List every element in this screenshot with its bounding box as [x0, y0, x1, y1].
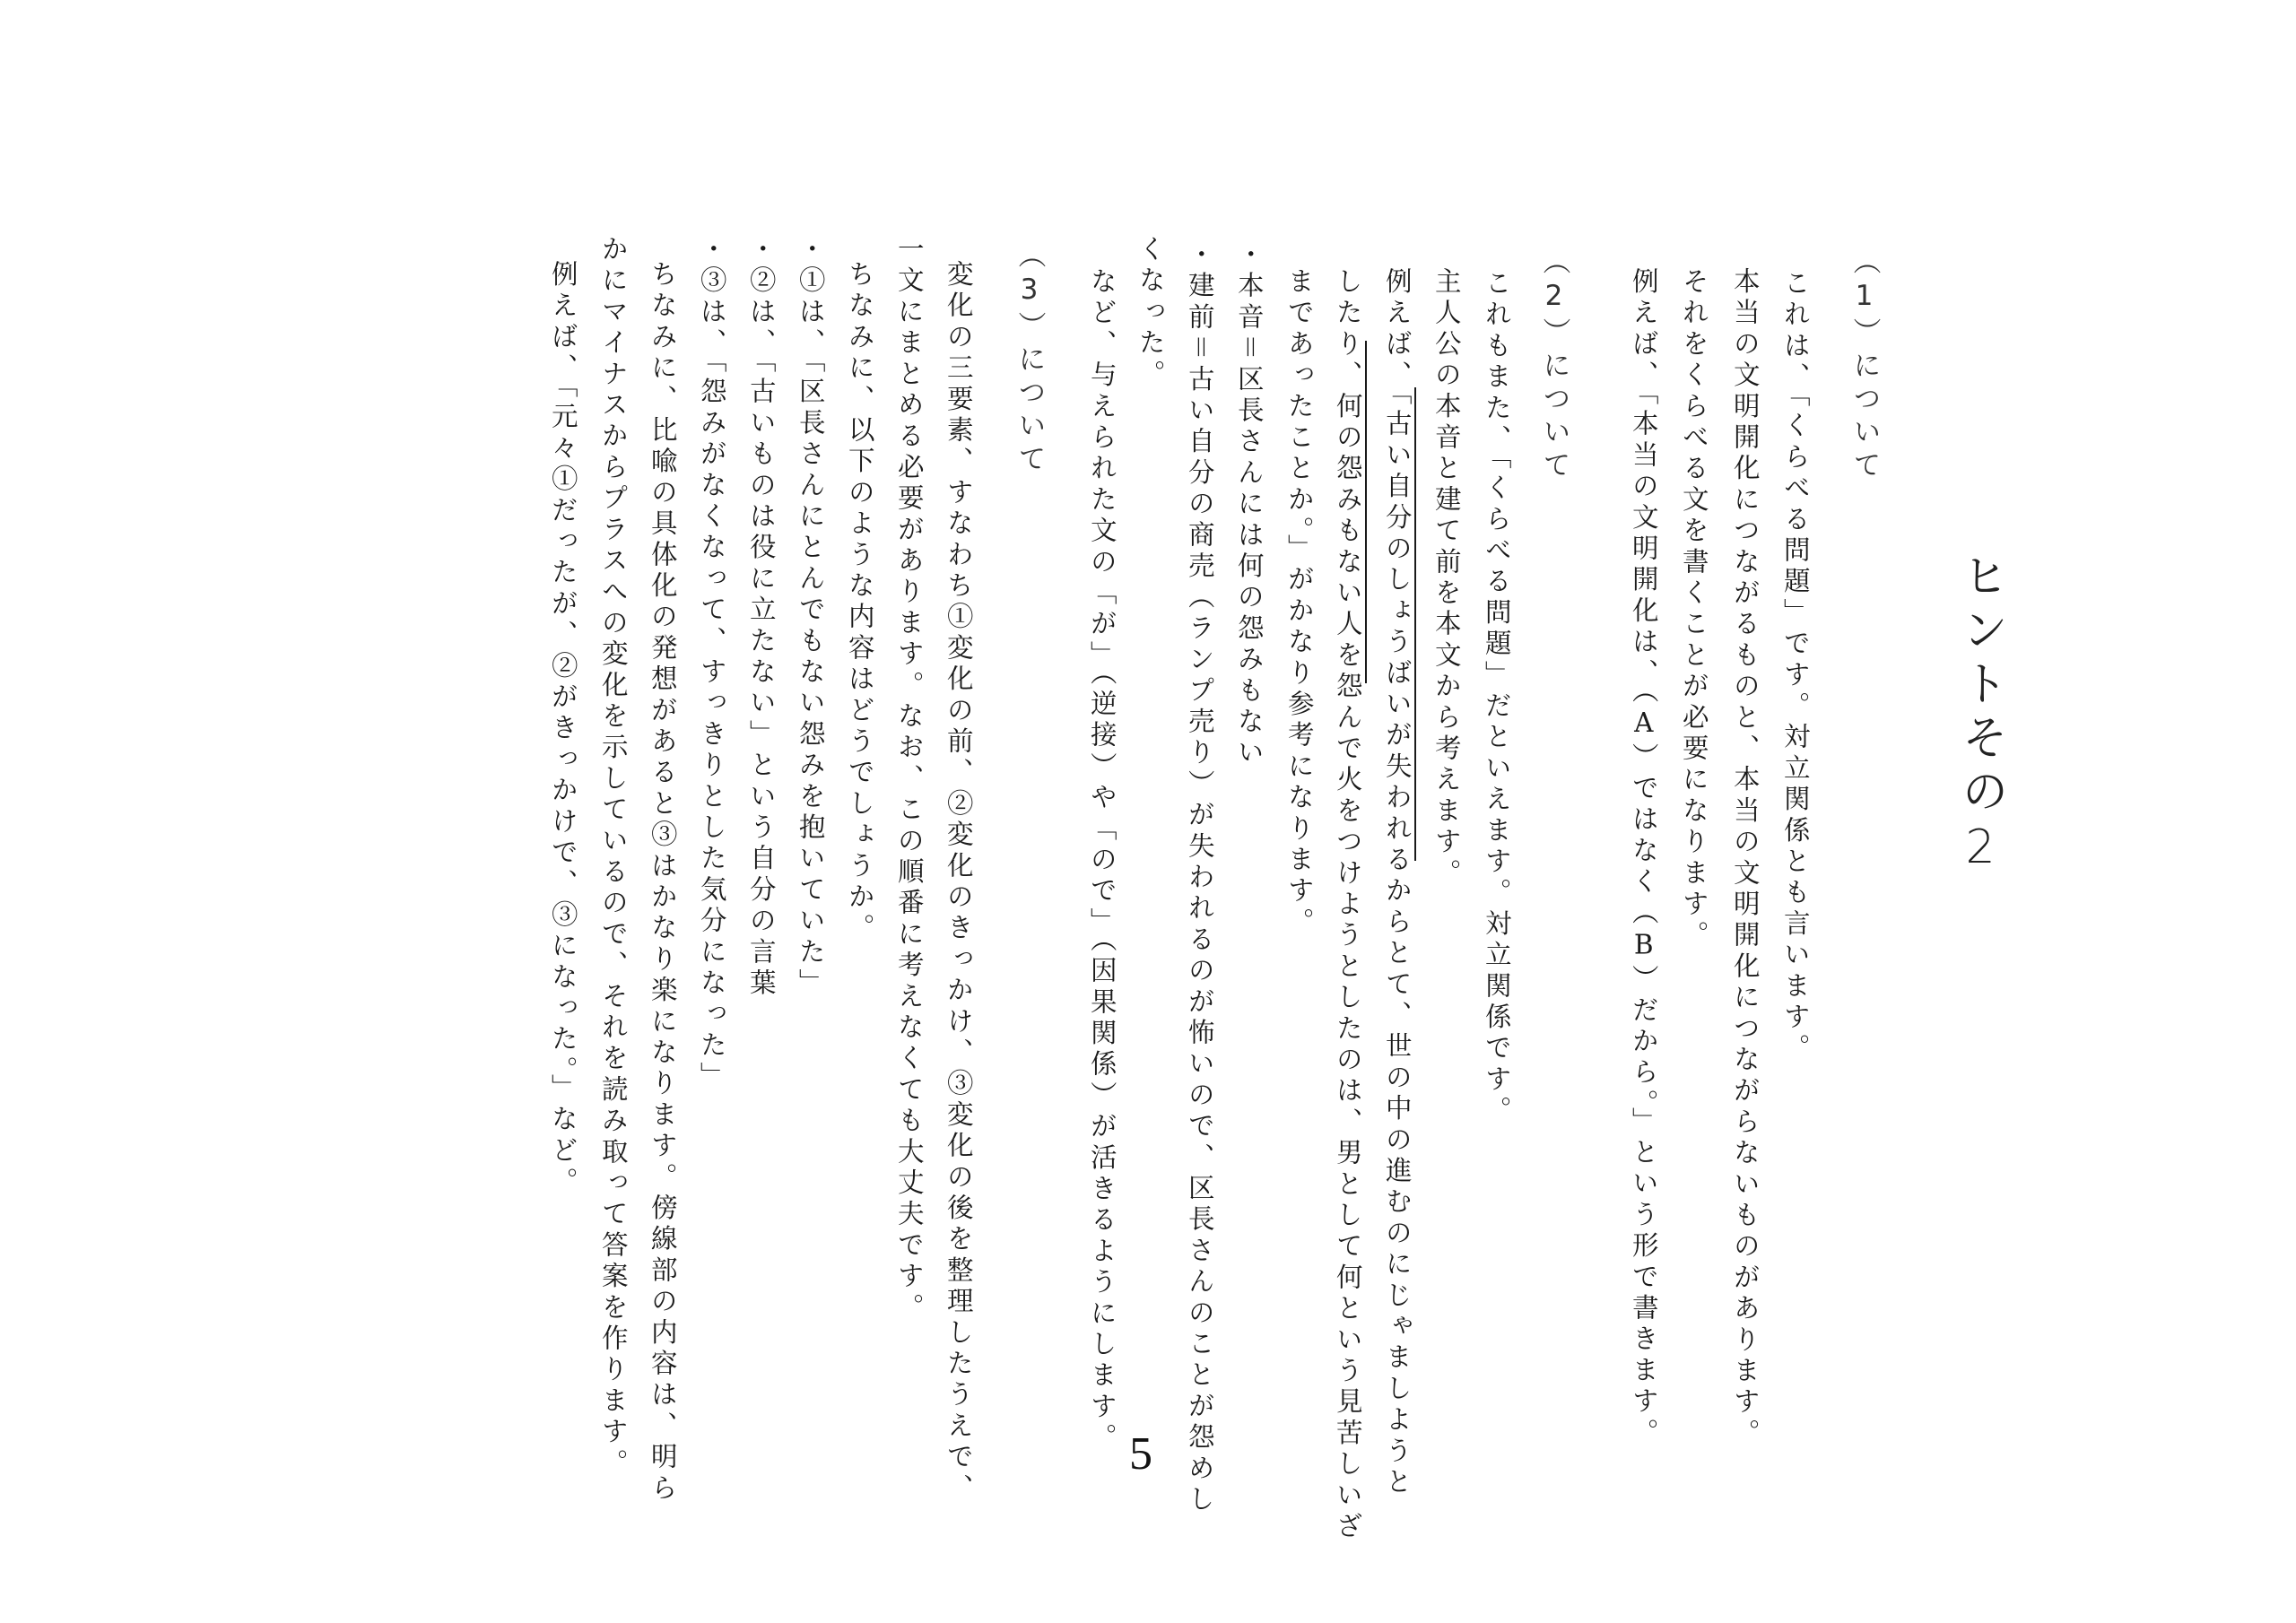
section-2-line: など、与えられた文の「が」（逆接）や「ので」（因果関係）が活きるようにします。	[1086, 267, 1118, 1454]
section-2-line: 主人公の本音と建て前を本文から考えます。	[1431, 267, 1462, 890]
sideline-quote-part-2	[1365, 341, 1367, 683]
section-1-line: これは、「くらべる問題」です。対立関係とも言います。	[1779, 269, 1811, 1065]
page-number: 5	[1129, 1428, 1152, 1480]
section-2-line: くなった。	[1135, 235, 1166, 391]
section-2-line: ・本音＝区長さんには何の怨みもない	[1233, 240, 1265, 769]
section-3-line: ・①は、「区長さんにとんでもない怨みを抱いていた」	[795, 235, 826, 1000]
section-1-line: 本当の文明開化につながるものと、本当の文明開化につながらないものがあります。	[1729, 267, 1761, 1450]
section-3-line: 変化の三要素、すなわち①変化の前、②変化のきっかけ、③変化の後を整理したうえで、	[943, 260, 974, 1505]
section-2-heading: （2）について	[1537, 247, 1570, 483]
page-title: ヒントその2	[1953, 551, 2007, 881]
section-3-line: かにマイナスからプラスへの変化を示しているので、それを読み取って答案を作ります。	[597, 235, 629, 1480]
section-2-line: ・建前＝古い自分の商売（ランプ売り）が失われるのが怖いので、区長さんのことが怨めし	[1184, 240, 1215, 1516]
section-3-line: ・③は、「怨みがなくなって、すっきりとした気分になった」	[696, 235, 727, 1093]
section-3-line: 例えば、「元々①だったが、②がきっかけで、③になった。」など。	[547, 260, 578, 1199]
section-2-line: まであったことか。」がかなり参考になります。	[1283, 267, 1315, 939]
section-1-line: それをくらべる文を書くことが必要になります。	[1678, 267, 1709, 952]
section-3-heading: （3）について	[1013, 240, 1046, 477]
section-1-line: 例えば、「本当の文明開化は、（A）ではなく（B）だから。」という形で書きます。	[1628, 267, 1659, 1450]
section-1-heading: （1）について	[1848, 247, 1881, 483]
section-3-line: 一文にまとめる必要があります。なお、この順番に考えなくても大丈夫です。	[893, 235, 925, 1324]
section-2-line: したり、何の怨みもない人を怨んで火をつけようとしたのは、男として何という見苦しいざ	[1332, 267, 1363, 1543]
section-3-line: ちなみに、以下のような内容はどうでしょうか。	[844, 260, 875, 945]
section-3-line: ちなみに、比喩の具体化の発想があると③はかなり楽になります。傍線部の内容は、明ら	[647, 260, 678, 1505]
section-2-line: これもまた、「くらべる問題」だといえます。対立関係です。	[1481, 269, 1512, 1127]
section-2-line: 例えば、「古い自分のしょうばいが失われるからとて、世の中の進むのにじゃましようと	[1381, 267, 1413, 1499]
section-3-line: ・②は、「古いものは役に立たない」という自分の言葉	[745, 235, 777, 1000]
sideline-quote-part-1	[1414, 387, 1416, 861]
